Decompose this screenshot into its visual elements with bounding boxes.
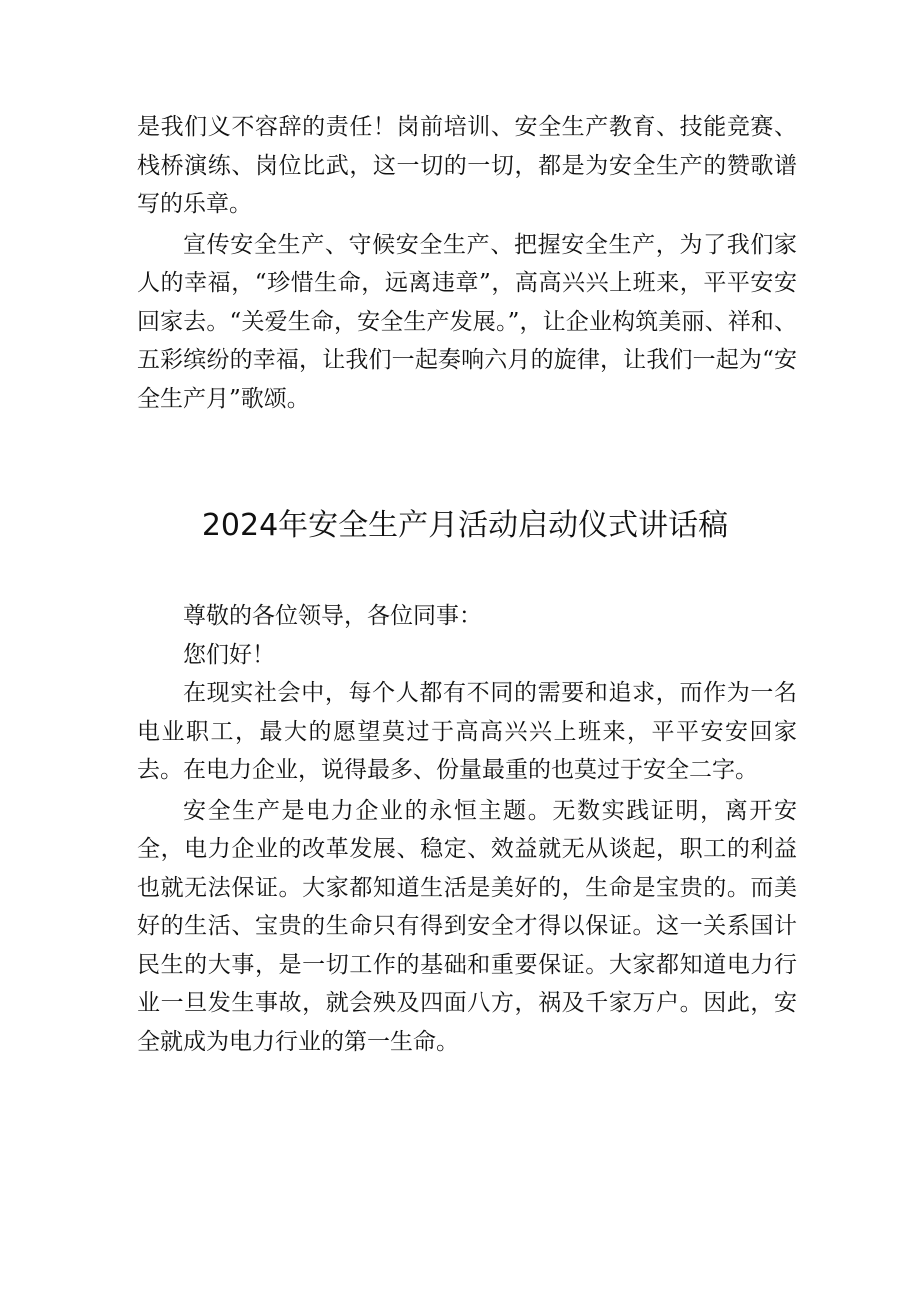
speech-title: 2024年安全生产月活动启动仪式讲话稿 <box>201 508 729 543</box>
body-paragraph-1: 在现实社会中，每个人都有不同的需要和追求，而作为一名电业职工，最大的愿望莫过于高高兴兴上班来，平平安安回家去。在电力企业，说得最多、份量最重的也莫过于安全二字。 <box>137 680 797 783</box>
closing-paragraph: 宣传安全生产、守候安全生产、把握安全生产，为了我们家人的幸福，“珍惜生命，远离违章”，高高兴兴上班来，平平安安回家去。“关爱生命，安全生产发展。”，让企业构筑美丽、祥和、五彩缤纷的幸福，让我们一起奏响六月的旋律，让我们一起为“安全生产月”歌颂。 <box>137 231 797 412</box>
speech-body <box>137 597 797 1061</box>
previous-speech-ending <box>137 108 797 418</box>
salutation: 尊敬的各位领导，各位同事： <box>183 603 482 629</box>
greeting: 您们好！ <box>183 641 275 668</box>
body-paragraph-2: 安全生产是电力企业的永恒主题。无数实践证明，离开安全，电力企业的改革发展、稳定、效益就无从谈起，职工的利益也就无法保证。大家都知道生活是美好的，生命是宝贵的。而美好的生活、宝贵的生命只有得到安全才得以保证。这一关系国计民生的大事，是一切工作的基础和重要保证。大家都知道电力行业一旦发生事故，就会殃及四面八方，祸及千家万户。因此，安全就成为电力行业的第一生命。 <box>137 797 797 1055</box>
continuation-paragraph: 是我们义不容辞的责任！岗前培训、安全生产教育、技能竞赛、栈桥演练、岗位比武，这一切的一切，都是为安全生产的赞歌谱写的乐章。 <box>137 114 797 217</box>
